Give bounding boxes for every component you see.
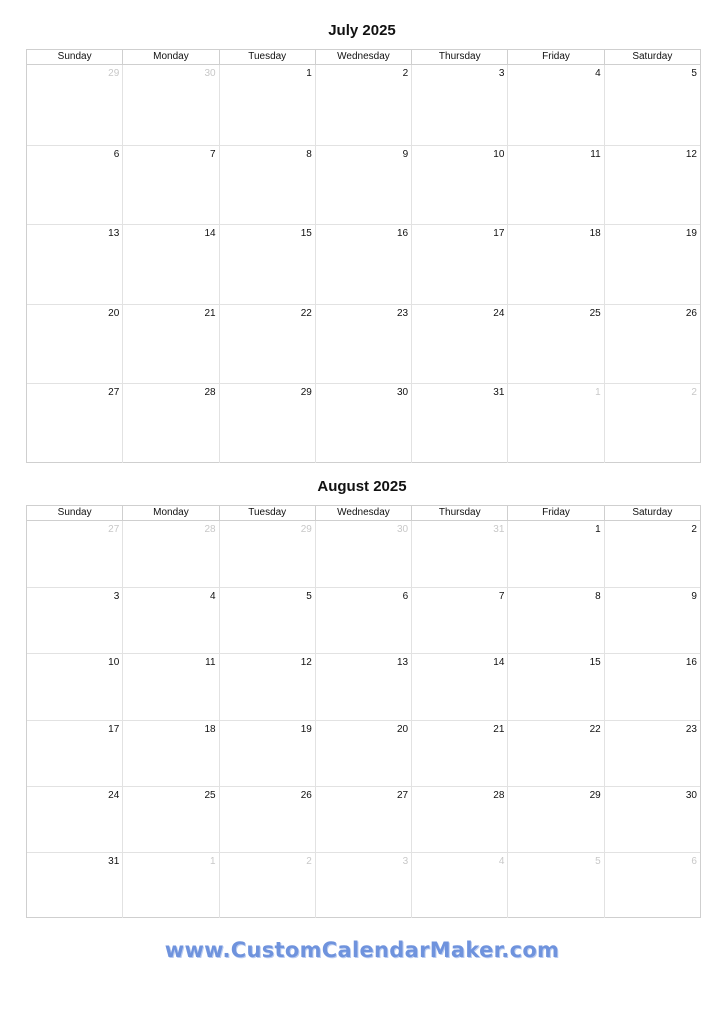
weekday-label: Wednesday	[315, 506, 411, 520]
weekday-label: Monday	[122, 50, 218, 64]
weekday-label: Saturday	[604, 506, 700, 520]
day-cell	[27, 384, 122, 463]
day-number: 19	[685, 228, 697, 240]
day-number: 2	[402, 68, 409, 79]
weekday-label: Sunday	[57, 51, 92, 62]
day-cell	[315, 654, 411, 719]
day-cell	[507, 305, 603, 384]
day-cell	[219, 588, 315, 653]
day-number: 4	[595, 68, 601, 79]
footer-watermark: www.CustomCalendarMaker.com	[164, 938, 560, 962]
day-number: 22	[589, 723, 601, 735]
weekday-header	[27, 50, 700, 65]
day-cell	[411, 721, 507, 786]
day-cell	[315, 225, 411, 304]
day-number: 21	[204, 307, 216, 319]
day-number: 28	[493, 789, 505, 801]
day-number: 24	[493, 307, 505, 319]
day-cell	[27, 654, 122, 719]
week-row	[27, 720, 700, 786]
day-number: 28	[204, 387, 216, 399]
day-number: 7	[498, 591, 505, 603]
day-cell	[122, 225, 218, 304]
day-cell-other-month	[315, 853, 411, 918]
day-cell	[411, 146, 507, 225]
day-cell	[411, 787, 507, 852]
day-number: 26	[685, 307, 697, 319]
day-number: 2	[691, 387, 697, 399]
day-cell-other-month	[27, 521, 122, 587]
weekday-label: Sunday	[57, 507, 92, 518]
day-cell	[507, 588, 603, 653]
calendar-grid-july	[26, 49, 701, 463]
day-number: 15	[300, 228, 312, 240]
day-cell	[315, 384, 411, 463]
day-number: 1	[210, 855, 216, 867]
day-number: 29	[589, 789, 601, 801]
week-row	[27, 65, 700, 145]
day-number: 4	[498, 855, 505, 867]
day-cell	[411, 225, 507, 304]
day-cell	[604, 588, 700, 653]
day-number: 14	[204, 228, 216, 240]
day-number: 1	[595, 387, 601, 399]
day-number: 10	[493, 148, 505, 160]
day-number: 3	[113, 591, 120, 603]
day-number: 1	[595, 524, 601, 535]
weekday-label: Friday	[507, 506, 603, 520]
day-cell	[604, 721, 700, 786]
day-number: 29	[300, 387, 312, 399]
week-row	[27, 786, 700, 852]
day-number: 8	[595, 591, 601, 603]
day-cell	[315, 588, 411, 653]
day-cell	[219, 384, 315, 463]
day-number: 29	[108, 68, 120, 79]
day-cell-other-month	[219, 853, 315, 918]
day-cell	[507, 654, 603, 719]
day-number: 31	[493, 524, 505, 535]
day-number: 31	[108, 855, 120, 867]
day-cell-other-month	[604, 384, 700, 463]
weekday-label: Friday	[507, 50, 603, 64]
day-cell-other-month	[411, 853, 507, 918]
day-cell	[604, 654, 700, 719]
day-number: 11	[205, 657, 216, 669]
day-number: 23	[397, 307, 409, 319]
day-number: 5	[691, 68, 697, 79]
day-cell	[411, 654, 507, 719]
day-cell	[507, 721, 603, 786]
day-cell	[27, 146, 122, 225]
weekday-label: Tuesday	[219, 506, 315, 520]
day-number: 19	[300, 723, 312, 735]
day-number: 23	[685, 723, 697, 735]
day-cell	[315, 305, 411, 384]
day-number: 20	[397, 723, 409, 735]
day-number: 8	[306, 148, 312, 160]
week-row	[27, 653, 700, 719]
day-number: 4	[210, 591, 216, 603]
day-number: 18	[589, 228, 601, 240]
day-cell	[507, 146, 603, 225]
day-number: 16	[397, 228, 409, 240]
weekday-label: Tuesday	[219, 50, 315, 64]
day-cell	[315, 787, 411, 852]
day-number: 28	[204, 524, 216, 535]
day-cell	[122, 588, 218, 653]
day-number: 13	[108, 228, 120, 240]
day-cell	[411, 65, 507, 145]
day-cell-other-month	[122, 521, 218, 587]
day-cell	[27, 721, 122, 786]
day-number: 13	[397, 657, 409, 669]
day-number: 21	[493, 723, 505, 735]
month-title-july: July 2025	[328, 22, 396, 39]
week-row	[27, 145, 700, 225]
day-cell	[27, 305, 122, 384]
day-number: 2	[691, 524, 697, 535]
day-cell	[604, 305, 700, 384]
day-number: 17	[108, 723, 120, 735]
weekday-label: Thursday	[411, 506, 507, 520]
day-number: 22	[300, 307, 312, 319]
week-row	[27, 587, 700, 653]
day-number: 26	[300, 789, 312, 801]
day-number: 29	[300, 524, 312, 535]
day-number: 30	[204, 68, 216, 79]
day-cell	[219, 654, 315, 719]
day-cell-other-month	[122, 853, 218, 918]
day-number: 6	[691, 855, 697, 867]
day-number: 11	[590, 148, 601, 160]
day-number: 17	[493, 228, 505, 240]
day-cell	[604, 146, 700, 225]
day-number: 3	[402, 855, 409, 867]
day-cell	[604, 65, 700, 145]
day-cell	[315, 146, 411, 225]
day-cell	[507, 787, 603, 852]
day-cell	[507, 225, 603, 304]
day-number: 30	[397, 387, 409, 399]
day-number: 3	[498, 68, 505, 79]
day-cell	[219, 305, 315, 384]
day-number: 16	[685, 657, 697, 669]
day-cell	[122, 305, 218, 384]
day-number: 30	[397, 524, 409, 535]
day-cell	[411, 384, 507, 463]
week-row	[27, 224, 700, 304]
day-number: 27	[397, 789, 409, 801]
day-cell	[219, 146, 315, 225]
day-number: 27	[108, 524, 120, 535]
day-cell-other-month	[315, 521, 411, 587]
day-cell	[27, 853, 122, 918]
day-number: 24	[108, 789, 120, 801]
day-cell	[219, 787, 315, 852]
day-cell	[219, 225, 315, 304]
day-cell	[604, 787, 700, 852]
day-cell	[507, 521, 603, 587]
week-row	[27, 852, 700, 918]
day-cell	[411, 305, 507, 384]
day-cell	[27, 225, 122, 304]
day-cell-other-month	[507, 384, 603, 463]
day-cell	[507, 65, 603, 145]
day-number: 15	[589, 657, 601, 669]
day-number: 30	[685, 789, 697, 801]
day-number: 9	[691, 591, 697, 603]
day-number: 5	[306, 591, 312, 603]
day-number: 25	[589, 307, 601, 319]
month-title-august: August 2025	[317, 478, 407, 495]
week-row	[27, 383, 700, 463]
day-cell	[122, 721, 218, 786]
day-number: 25	[204, 789, 216, 801]
day-cell	[27, 588, 122, 653]
day-number: 2	[306, 855, 312, 867]
day-number: 12	[685, 148, 697, 160]
day-number: 7	[210, 148, 216, 160]
day-cell	[122, 787, 218, 852]
week-row	[27, 521, 700, 587]
day-cell	[219, 65, 315, 145]
weekday-label: Saturday	[604, 50, 700, 64]
day-cell	[122, 654, 218, 719]
weekday-label: Monday	[122, 506, 218, 520]
day-number: 10	[108, 657, 120, 669]
day-cell-other-month	[507, 853, 603, 918]
day-number: 27	[108, 387, 120, 399]
day-number: 20	[108, 307, 120, 319]
day-cell-other-month	[27, 65, 122, 145]
day-cell	[27, 787, 122, 852]
day-number: 6	[402, 591, 409, 603]
day-cell	[122, 146, 218, 225]
day-cell	[411, 588, 507, 653]
day-cell	[315, 721, 411, 786]
weekday-label: Wednesday	[315, 50, 411, 64]
day-number: 18	[204, 723, 216, 735]
calendar-grid-august	[26, 505, 701, 918]
day-cell-other-month	[219, 521, 315, 587]
weekday-header	[27, 506, 700, 521]
day-cell	[219, 721, 315, 786]
day-cell	[315, 65, 411, 145]
day-number: 6	[113, 148, 120, 160]
day-number: 12	[300, 657, 312, 669]
day-cell-other-month	[122, 65, 218, 145]
day-cell-other-month	[604, 853, 700, 918]
day-number: 14	[493, 657, 505, 669]
day-cell	[122, 384, 218, 463]
weekday-label: Thursday	[411, 50, 507, 64]
day-cell	[604, 225, 700, 304]
day-number: 31	[493, 387, 505, 399]
day-number: 5	[595, 855, 601, 867]
day-cell	[604, 521, 700, 587]
day-number: 9	[402, 148, 409, 160]
day-number: 1	[306, 68, 312, 79]
week-row	[27, 304, 700, 384]
day-cell-other-month	[411, 521, 507, 587]
